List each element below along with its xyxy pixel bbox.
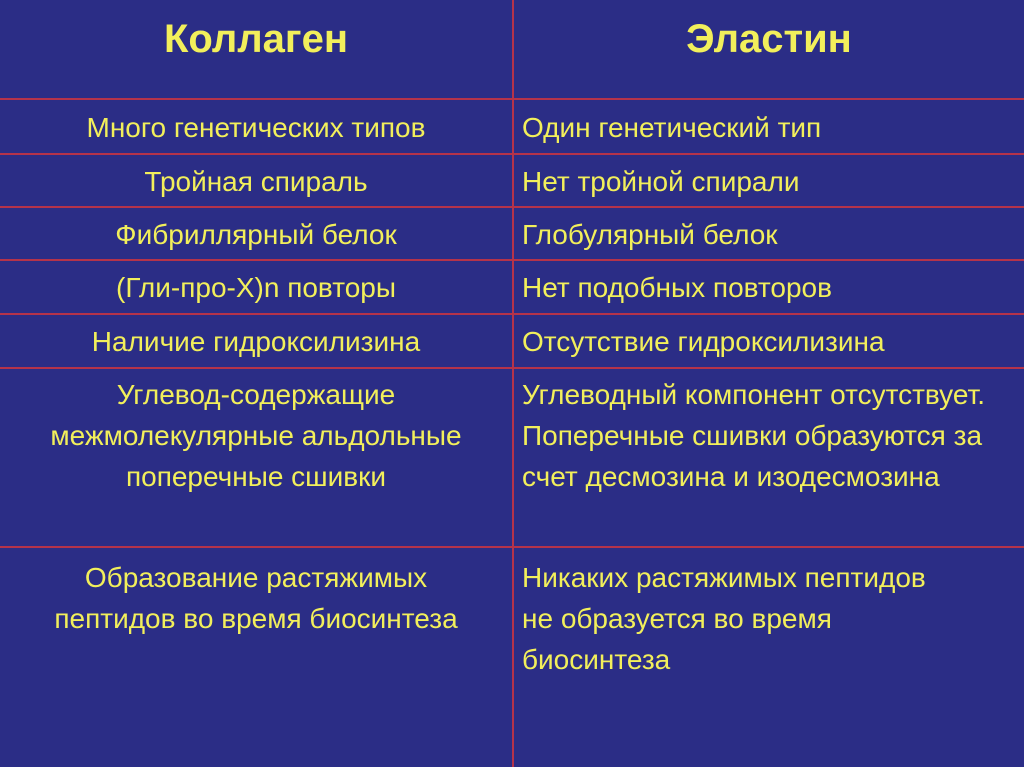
header-collagen: Коллаген xyxy=(164,17,348,61)
elastin-cell-5: Отсутствие гидроксилизина xyxy=(522,326,885,357)
row-divider xyxy=(0,546,1024,548)
elastin-cell-3: Глобулярный белок xyxy=(522,219,778,250)
row-divider xyxy=(0,153,1024,155)
collagen-cell-6: Углевод-содержащие межмолекулярные альдольные поперечные сшивки xyxy=(50,379,462,492)
collagen-cell-2: Тройная спираль xyxy=(144,166,368,197)
elastin-cell-1: Один генетический тип xyxy=(522,112,822,143)
collagen-cell-4: (Гли-про-Х)n повторы xyxy=(116,272,396,303)
collagen-cell-5: Наличие гидроксилизина xyxy=(91,326,421,357)
collagen-cell-7: Образование растяжимых пептидов во время биосинтеза xyxy=(54,562,458,634)
row-divider xyxy=(0,367,1024,369)
collagen-cell-3: Фибриллярный белок xyxy=(115,219,397,250)
row-divider xyxy=(0,313,1024,315)
elastin-cell-7: Никаких растяжимых пептидов не образуется во время биосинтеза xyxy=(522,562,926,675)
elastin-cell-2: Нет тройной спирали xyxy=(522,166,800,197)
header-elastin: Эластин xyxy=(686,17,852,61)
row-divider xyxy=(0,98,1024,100)
elastin-cell-4: Нет подобных повторов xyxy=(522,272,832,303)
row-divider xyxy=(0,259,1024,261)
collagen-cell-1: Много генетических типов xyxy=(86,112,426,143)
elastin-cell-6: Углеводный компонент отсутствует. Поперечные сшивки образуются за счет десмозина и изодесмозина xyxy=(522,379,986,492)
row-divider xyxy=(0,206,1024,208)
